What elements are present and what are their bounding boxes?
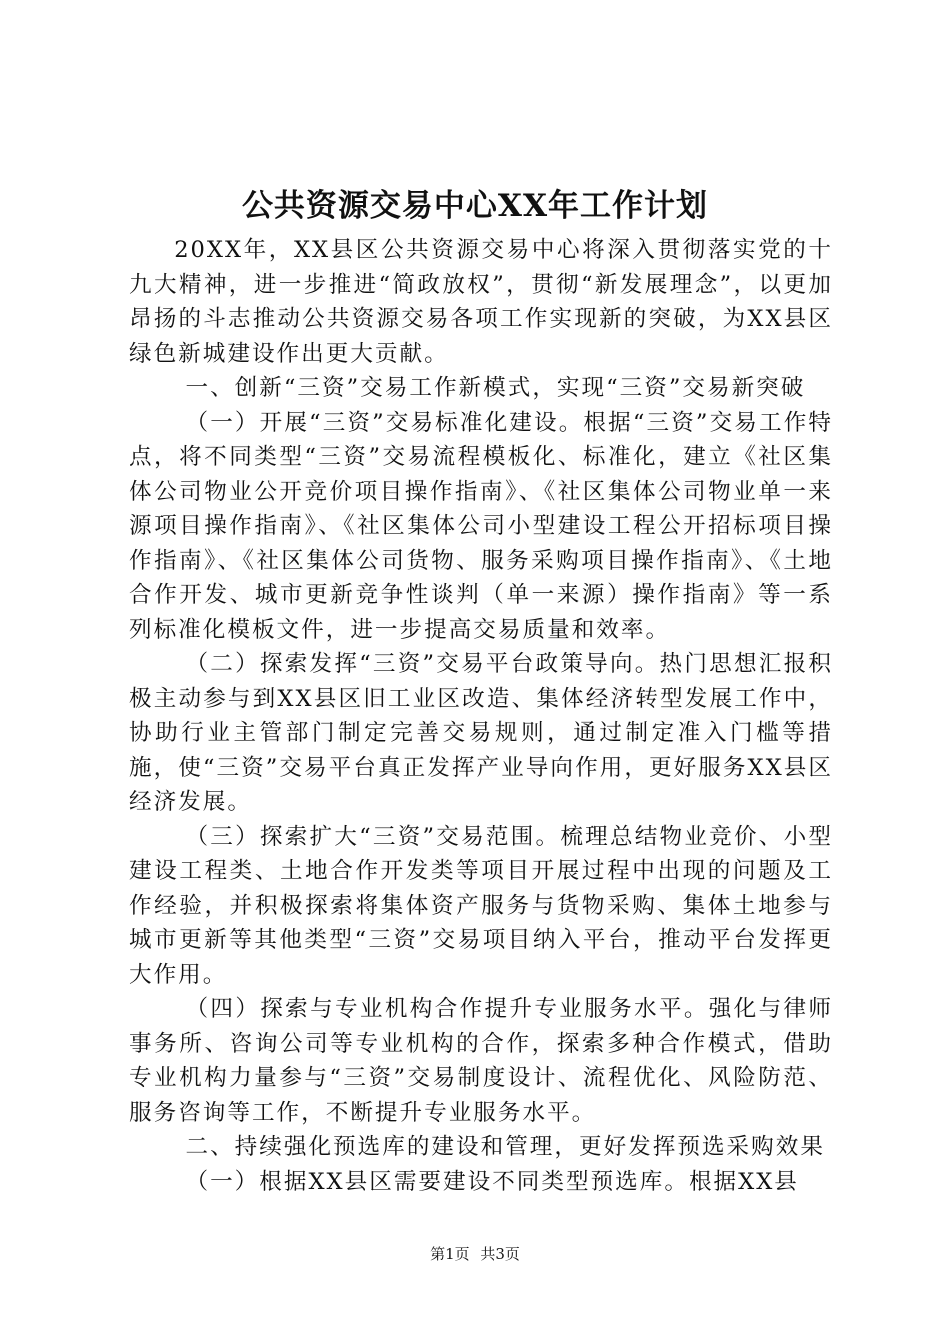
subsection-1-1: （一）开展“三资”交易标准化建设。根据“三资”交易工作特点，将不同类型“三资”交易流程模板化、标准化，建立《社区集体公司物业公开竞价项目操作指南》、《社区集体公司物业单一来源项目操作指南》、《社区集体公司小型建设工程公开招标项目操作指南》、《社区集体公司货物、服务采购项目操作指南》、《土地合作开发、城市更新竞争性谈判（单一来源）操作指南》等一系列标准化模板文件，进一步提高交易质量和效率。	[129, 409, 833, 643]
subsection-1-2: （二）探索发挥“三资”交易平台政策导向。热门思想汇报积极主动参与到XX县区旧工业区改造、集体经济转型发展工作中，协助行业主管部门制定完善交易规则，通过制定准入门槛等措施，使“三资”交易平台真正发挥产业导向作用，更好服务XX县区经济发展。	[129, 651, 833, 815]
section-heading-2: 二、持续强化预选库的建设和管理，更好发挥预选采购效果	[185, 1134, 825, 1160]
page-footer	[0, 1244, 950, 1264]
document-body	[129, 233, 833, 1199]
intro-paragraph: 20XX年，XX县区公共资源交易中心将深入贯彻落实党的十九大精神，进一步推进“简政放权”，贯彻“新发展理念”，以更加昂扬的斗志推动公共资源交易各项工作实现新的突破，为XX县区绿色新城建设作出更大贡献。	[129, 237, 833, 367]
subsection-2-1: （一）根据XX县区需要建设不同类型预选库。根据XX县	[185, 1168, 799, 1195]
document-title: 公共资源交易中心XX年工作计划	[241, 188, 709, 224]
page-number: 第1页	[430, 1245, 470, 1263]
subsection-1-4: （四）探索与专业机构合作提升专业服务水平。强化与律师事务所、咨询公司等专业机构的合作，探索多种合作模式，借助专业机构力量参与“三资”交易制度设计、流程优化、风险防范、服务咨询等工作，不断提升专业服务水平。	[129, 996, 833, 1126]
page-total: 共3页	[480, 1245, 520, 1263]
section-heading-1: 一、创新“三资”交易工作新模式，实现“三资”交易新突破	[185, 375, 806, 401]
subsection-1-3: （三）探索扩大“三资”交易范围。梳理总结物业竞价、小型建设工程类、土地合作开发类等项目开展过程中出现的问题及工作经验，并积极探索将集体资产服务与货物采购、集体土地参与城市更新等其他类型“三资”交易项目纳入平台，推动平台发挥更大作用。	[129, 823, 833, 988]
